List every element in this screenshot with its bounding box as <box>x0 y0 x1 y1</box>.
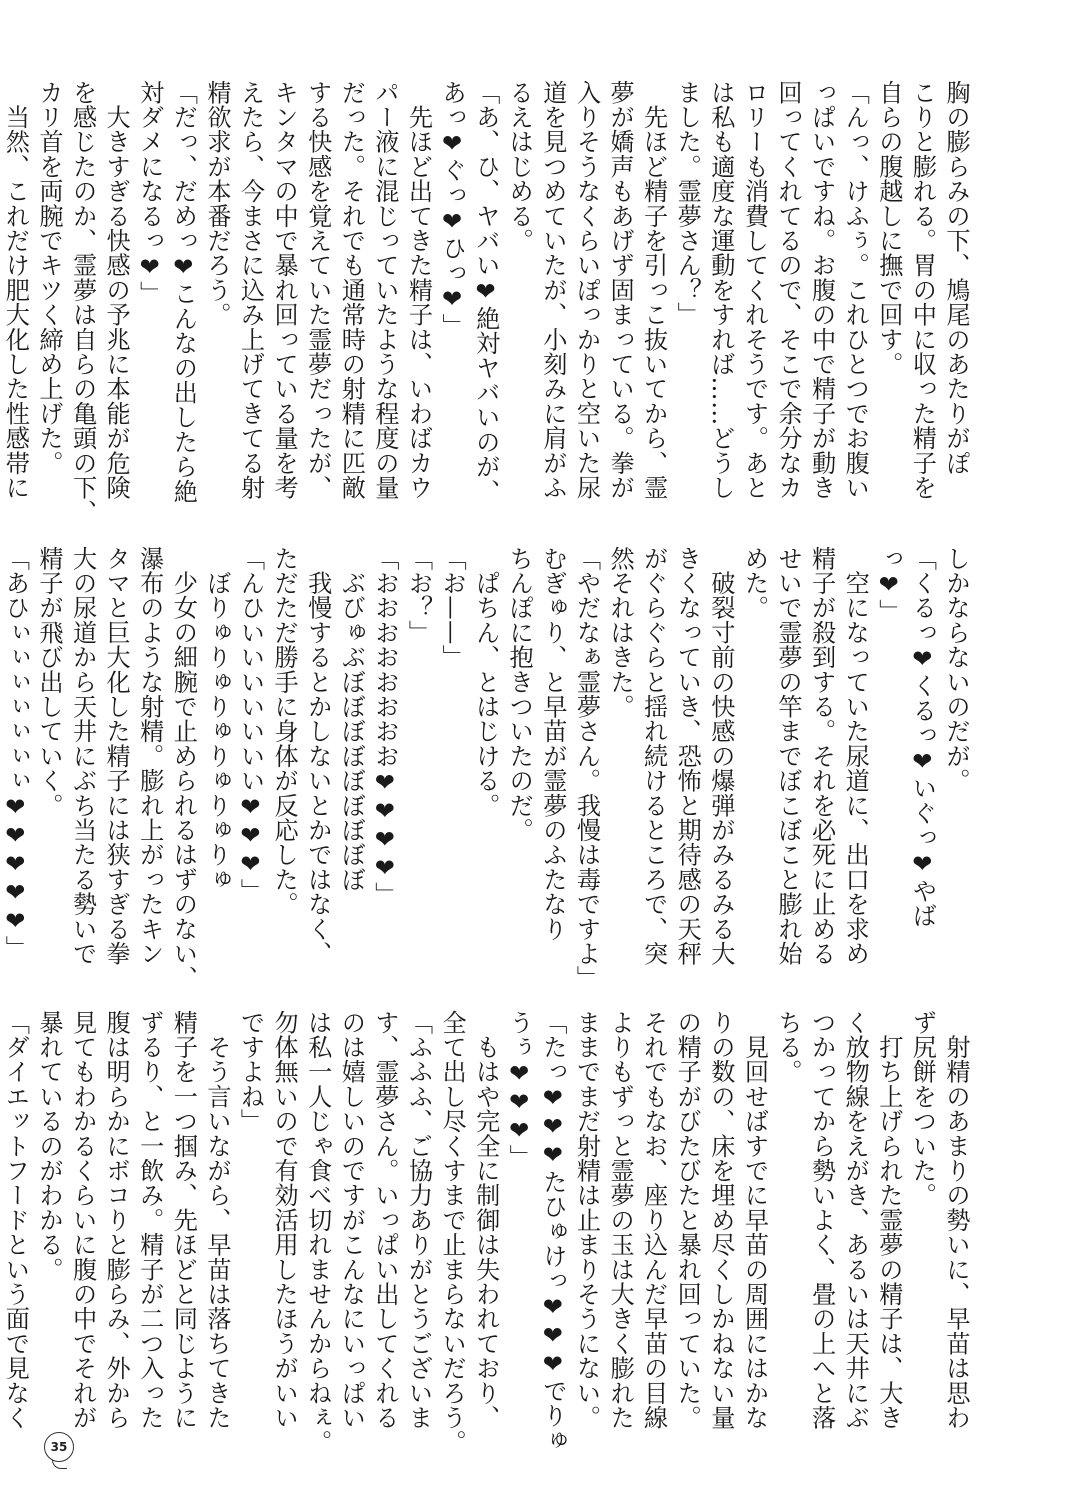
text-column: 「ダイエットフードという面で見なく <box>1 1010 30 1430</box>
text-column: きくなっていき、恐怖と期待感の天秤 <box>673 546 702 966</box>
text-column: 「くるっ❤くるっ❤いぐっ❤やば <box>908 546 937 928</box>
text-column: タマと巨大化した精子には狭すぎる拳 <box>102 546 131 966</box>
text-column: るえはじめる。 <box>505 80 534 253</box>
text-column: 道を見つめていたが、小刻みに肩がふ <box>538 80 567 500</box>
text-column: もはや完全に制御は失われており、 <box>471 1010 500 1430</box>
text-column: 「あ、ひ、ヤバい❤絶対ヤバいのが、 <box>471 80 500 504</box>
text-column: だった。それでも通常時の射精に匹敵 <box>337 80 366 500</box>
text-column: めた。 <box>740 546 769 621</box>
text-column: むぎゅり、と早苗が霊夢のふたなり <box>538 546 567 942</box>
text-column: 大の尿道から天井にぶち当たる勢いで <box>68 546 97 966</box>
text-column: パー液に混じっていたような程度の量 <box>370 80 399 500</box>
text-column: く放物線をえがき、あるいは天井にぶ <box>841 1010 870 1430</box>
text-column: っ❤」 <box>874 546 903 624</box>
text-column: 全て出し尽くすまで止まらないだろう。 <box>438 1010 467 1455</box>
text-column: 空になっていた尿道に、出口を求め <box>841 546 870 966</box>
text-column: ずるり、と一飲み。精子が二つ入った <box>135 1010 164 1430</box>
text-column: えたら、今まさに込み上げてきてる射 <box>236 80 265 500</box>
text-column: 精子が飛び出していく。 <box>34 546 63 818</box>
text-column: 勿体無いので有効活用したほうがいい <box>270 1010 299 1430</box>
text-column: つかってから勢いよく、畳の上へと落 <box>807 1010 836 1430</box>
text-column: 「たっ❤❤❤たひゅけっ❤❤❤でりゅ <box>538 1010 567 1453</box>
text-column: 「やだなぁ霊夢さん。我慢は毒ですよ」 <box>572 546 601 991</box>
text-column: しかならないのだが。 <box>942 546 970 793</box>
text-column: 先ほど精子を引っこ抜いてから、霊 <box>639 80 668 500</box>
text-column: 精子が殺到する。それを必死に止める <box>807 546 836 966</box>
text-column: 胸の膨らみの下、鳩尾のあたりがぽ <box>942 80 970 476</box>
text-column: せいで霊夢の竿までぼこぼこと膨れ始 <box>774 546 803 966</box>
text-column: うぅ❤❤❤」 <box>505 1010 534 1170</box>
text-column: 腹は明らかにボコりと膨らみ、外から <box>102 1010 131 1430</box>
text-column: そう言いながら、早苗は落ちてきた <box>202 1010 231 1430</box>
text-column: は私も適度な運動をすれば……どうし <box>706 80 735 500</box>
text-column: 先ほど出てきた精子は、いわばカウ <box>404 80 433 500</box>
text-column: 「ふふふ、ご協力ありがとうございま <box>404 1010 433 1430</box>
text-column: 打ち上げられた霊夢の精子は、大き <box>874 1010 903 1430</box>
text-column: りの数の、床を埋め尽くしかねない量 <box>706 1010 735 1430</box>
text-column: 瀑布のような射精。膨れ上がったキン <box>135 546 164 966</box>
text-column: それでもなお、座り込んだ早苗の目線 <box>639 1010 668 1430</box>
text-column: ロリーも消費してくれそうです。あと <box>740 80 769 500</box>
text-column: は私一人じゃ食べ切れませんからねぇ。 <box>303 1010 332 1455</box>
text-tier-top <box>1 80 970 525</box>
text-column: のは嬉しいのですがこんなにいっぱい <box>337 1010 366 1430</box>
text-column: キンタマの中で暴れ回っている量を考 <box>270 80 299 500</box>
text-column: ず尻餅をついた。 <box>908 1010 937 1208</box>
text-column: 見回せばすでに早苗の周囲にはかな <box>740 1010 769 1430</box>
text-column: 「だっ、だめっ❤こんなの出したら絶 <box>169 80 198 504</box>
text-column: 当然、これだけ肥大化した性感帯に <box>1 80 30 500</box>
text-column: がぐらぐらと揺れ続けるところで、突 <box>639 546 668 966</box>
text-column: 回ってくれてるので、そこで余分なカ <box>774 80 803 500</box>
text-column: よりもずっと霊夢の玉は大きく膨れた <box>606 1010 635 1430</box>
text-column: 大きすぎる快感の予兆に本能が危険 <box>102 80 131 500</box>
text-column: 「おおおおおおおお❤❤❤❤」 <box>370 546 399 907</box>
text-column: あっ❤ぐっ❤ひっ❤」 <box>438 80 467 339</box>
text-column: の精子がびたびたと暴れ回っていた。 <box>673 1010 702 1430</box>
text-column: ぼりゅりゅりゅりゅりゅりゅ <box>202 546 231 892</box>
text-column: ぱちん、とはじける。 <box>471 546 500 818</box>
text-column: こりと膨れる。胃の中に収った精子を <box>908 80 937 500</box>
text-column: 射精のあまりの勢いに、早苗は思わ <box>942 1010 970 1430</box>
page-number-badge-tail <box>52 1460 67 1469</box>
text-column: 我慢するとかしないとかではなく、 <box>303 546 332 966</box>
text-column: ちる。 <box>774 1010 803 1085</box>
text-column: 「お——」 <box>438 546 467 670</box>
text-column: 破裂寸前の快感の爆弾がみるみる大 <box>706 546 735 966</box>
text-column: 「お？」 <box>404 546 433 645</box>
text-column: 夢が嬌声もあげず固まっている。拳が <box>606 80 635 500</box>
text-column: 然それはきた。 <box>606 546 635 719</box>
text-tier-middle <box>1 546 970 991</box>
text-column: 少女の細腕で止められるはずのない、 <box>169 546 198 991</box>
text-column: す、霊夢さん。いっぱい出してくれる <box>370 1010 399 1430</box>
text-column: 自らの腹越しに撫で回す。 <box>874 80 903 377</box>
text-column: ですよね」 <box>236 1010 265 1134</box>
text-column: ちんぽに抱きついたのだ。 <box>505 546 534 843</box>
text-column: 精子を一つ掴み、先ほどと同じように <box>169 1010 198 1430</box>
text-column: 「んひいいいいいいい❤❤❤」 <box>236 546 265 904</box>
text-column: 暴れているのがわかる。 <box>34 1010 63 1282</box>
text-column: 入りそうなくらいぽっかりと空いた尿 <box>572 80 601 500</box>
page-number-badge <box>44 1432 74 1462</box>
text-column: カリ首を両腕でキツく締め上げた。 <box>34 80 63 476</box>
text-column: 対ダメになるっ❤」 <box>135 80 164 307</box>
text-column: ました。霊夢さん？」 <box>673 80 702 327</box>
text-column: する快感を覚えていた霊夢だったが、 <box>303 80 332 500</box>
text-column: っぱいですね。お腹の中で精子が動き <box>807 80 836 500</box>
text-column: ぶびゅぶぼぼぼぼぼぼぼぼぼ <box>337 546 366 892</box>
text-column: ままでまだ射精は止まりそうにない。 <box>572 1010 601 1430</box>
text-column: 精欲求が本番だろう。 <box>202 80 231 327</box>
text-column: ただただ勝手に身体が反応した。 <box>270 546 299 917</box>
text-column: を感じたのか、霊夢は自らの亀頭の下、 <box>68 80 97 525</box>
text-column: 「んっ、けふぅ。これひとつでお腹い <box>841 80 870 500</box>
page-number: 35 <box>50 1440 68 1454</box>
text-column: 「あひぃぃぃぃぃぃぃ❤❤❤❤❤」 <box>1 546 30 961</box>
text-column: 見てもわかるくらいに腹の中でそれが <box>68 1010 97 1430</box>
